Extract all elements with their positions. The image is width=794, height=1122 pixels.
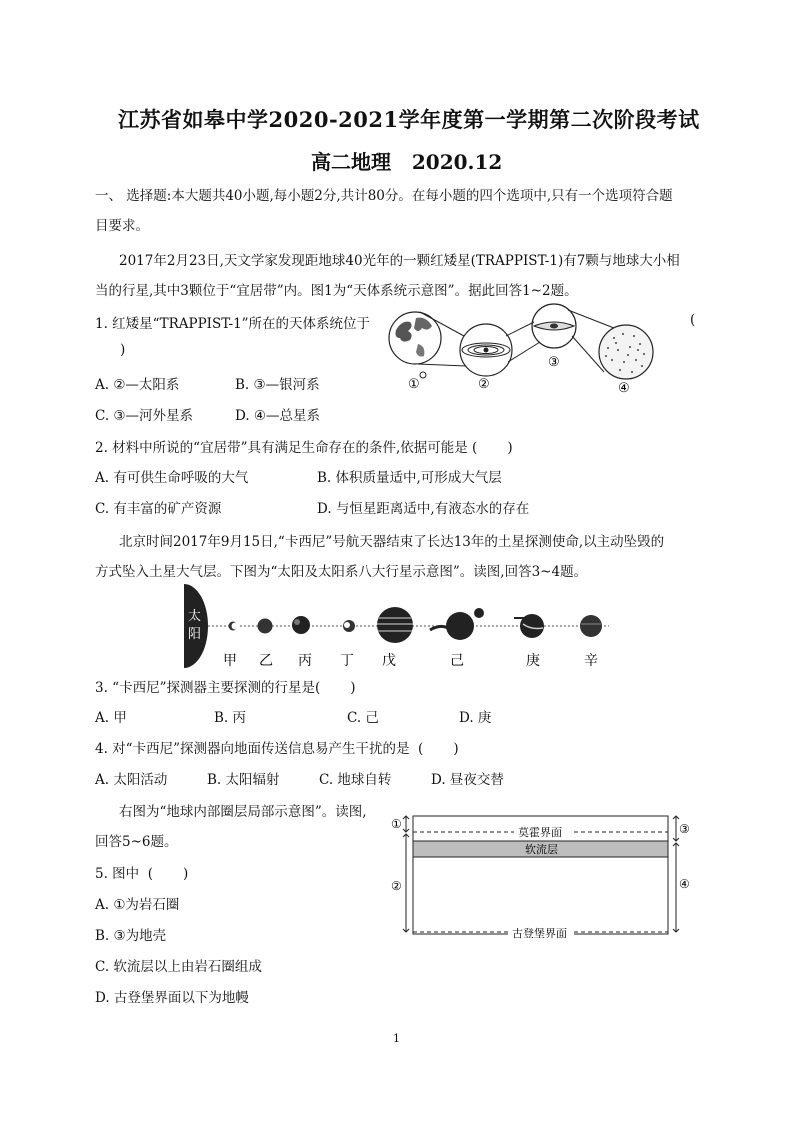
q5-option-a: A. ①为岩石圈 xyxy=(95,897,180,913)
q4-option-c: C. 地球自转 xyxy=(319,772,392,788)
q2-option-d: D. 与恒星距离适中,有液态水的存在 xyxy=(317,501,530,517)
passage3-line1: 右图为“地球内部圈层局部示意图”。读图, xyxy=(119,804,367,820)
passage2-line2: 方式坠入土星大气层。下图为“太阳及太阳系八大行星示意图”。读图,回答3~4题。 xyxy=(95,564,588,580)
exam-title: 江苏省如皋中学2020-2021学年度第一学期第二次阶段考试 xyxy=(118,107,700,132)
figure2-solar-system xyxy=(184,584,614,672)
planet-label-wu: 戊 xyxy=(382,653,396,669)
q3-option-a: A. 甲 xyxy=(95,710,127,726)
figure1-label-2: ② xyxy=(478,377,490,392)
planet-label-ji: 己 xyxy=(450,653,464,669)
figure3-earth-interior xyxy=(386,810,696,944)
section-intro-line2: 目要求。 xyxy=(95,218,149,234)
planet-label-bing: 丙 xyxy=(298,653,312,669)
q5-option-c: C. 软流层以上由岩石圈组成 xyxy=(95,959,262,975)
q3-option-b: B. 丙 xyxy=(214,710,247,726)
q2-option-b: B. 体积质量适中,可形成大气层 xyxy=(317,470,502,486)
marker-3: ③ xyxy=(679,822,690,836)
planet-label-ding: 丁 xyxy=(340,653,354,669)
passage3-line2: 回答5~6题。 xyxy=(95,834,178,850)
gutenberg-label: 古登堡界面 xyxy=(512,927,567,940)
q1-option-d: D. ④—总星系 xyxy=(235,408,321,424)
universe-circle-icon xyxy=(599,325,653,379)
sun-label-2: 阳 xyxy=(188,627,202,642)
exam-subtitle: 高二地理 2020.12 xyxy=(311,150,503,174)
q1-paren-open: ( xyxy=(690,312,696,328)
q1-option-b: B. ③—银河系 xyxy=(235,377,320,393)
q4-option-b: B. 太阳辐射 xyxy=(207,772,280,788)
q4-option-d: D. 昼夜交替 xyxy=(431,772,504,788)
mercury-icon xyxy=(229,622,239,631)
marker-2: ② xyxy=(391,879,402,893)
mars-icon xyxy=(343,620,355,632)
q5-option-d: D. 古登堡界面以下为地幔 xyxy=(95,990,249,1006)
sun-icon xyxy=(184,584,208,668)
asthenosphere-label: 软流层 xyxy=(525,843,558,856)
moho-label: 莫霍界面 xyxy=(518,826,562,839)
passage2-line1: 北京时间2017年9月15日,“卡西尼”号航天器结束了长达13年的土星探测使命,以主动坠毁的 xyxy=(119,534,665,550)
q4-stem: 4. 对“卡西尼”探测器向地面传送信息易产生干扰的是 ( ) xyxy=(95,741,459,757)
q1-option-a: A. ②—太阳系 xyxy=(95,377,180,393)
figure1-celestial-systems xyxy=(378,300,668,396)
figure1-label-4: ④ xyxy=(618,381,630,396)
q5-option-b: B. ③为地壳 xyxy=(95,928,167,944)
marker-4: ④ xyxy=(679,877,690,891)
figure1-label-1: ① xyxy=(408,377,420,392)
q2-option-c: C. 有丰富的矿产资源 xyxy=(95,501,222,517)
q2-option-a: A. 有可供生命呼吸的大气 xyxy=(95,470,249,486)
q1-paren-close: ) xyxy=(120,342,126,358)
earth-globe-icon xyxy=(389,312,441,378)
figure1-label-3: ③ xyxy=(548,355,560,370)
neptune-icon xyxy=(580,615,602,637)
page-number: 1 xyxy=(393,1032,400,1045)
passage1-line1: 2017年2月23日,天文学家发现距地球40光年的一颗红矮星(TRAPPIST-1)有7颗与地球大小相 xyxy=(119,253,680,269)
solar-system-circle-icon xyxy=(460,324,512,376)
planet-label-jia: 甲 xyxy=(223,653,237,669)
venus-icon xyxy=(258,619,273,634)
q3-option-d: D. 庚 xyxy=(459,710,492,726)
section-intro-line1: 一、 选择题:本大题共40小题,每小题2分,共计80分。在每小题的四个选项中,只有一个选项符合题 xyxy=(95,188,673,204)
q2-stem: 2. 材料中所说的“宜居带”具有满足生命存在的条件,依据可能是 ( ) xyxy=(95,440,513,456)
planet-label-xin: 辛 xyxy=(584,653,598,669)
passage1-line2: 当的行星,其中3颗位于“宜居带”内。图1为“天体系统示意图”。据此回答1~2题。 xyxy=(95,283,578,299)
q5-stem: 5. 图中 ( ) xyxy=(95,866,189,882)
planet-label-geng: 庚 xyxy=(526,653,540,669)
q4-option-a: A. 太阳活动 xyxy=(95,772,168,788)
saturn-icon xyxy=(430,608,484,640)
marker-1: ① xyxy=(391,817,402,831)
jupiter-icon xyxy=(377,607,413,643)
sun-label-1: 太 xyxy=(188,609,202,624)
planet-label-yi: 乙 xyxy=(259,653,273,669)
uranus-icon xyxy=(514,614,544,638)
q3-option-c: C. 己 xyxy=(347,710,379,726)
earth-icon xyxy=(292,616,310,634)
q1-stem: 1. 红矮星“TRAPPIST-1”所在的天体系统位于 xyxy=(95,316,371,332)
q3-stem: 3. “卡西尼”探测器主要探测的行星是( ) xyxy=(95,680,356,696)
q1-option-c: C. ③—河外星系 xyxy=(95,408,194,424)
